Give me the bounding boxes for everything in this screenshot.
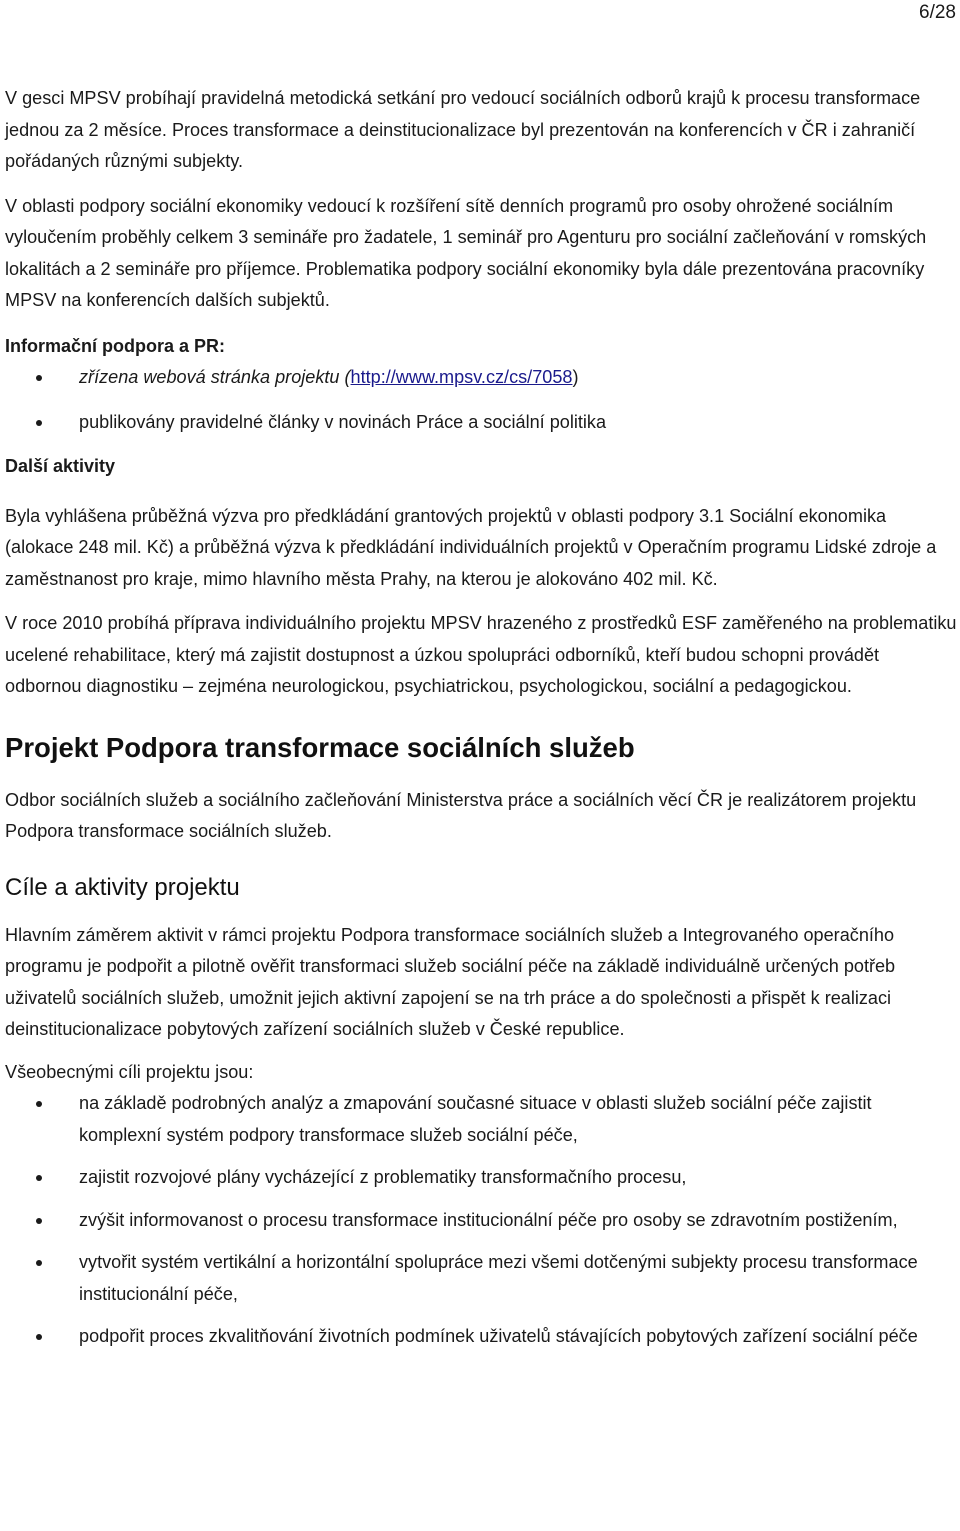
intro-paragraph-2: V oblasti podpory sociální ekonomiky vedoucí k rozšíření sítě denních programů pro osoby ohrožené sociálním vyloučením proběhly celkem 3 semináře pro žadatele, 1 seminář pro Agenturu pro sociální začleňování v romských lokalitách a 2 semináře pro příjemce. Problematika podpory sociální ekonomiky byla dále prezentována pracovníky MPSV na konferencích dalších subjektů.	[5, 195, 927, 310]
pr-list-item: publikovány pravidelné články v novinách Práce a sociální politika	[5, 407, 957, 439]
other-activities-heading: Další aktivity	[5, 455, 116, 476]
pr-heading: Informační podpora a PR:	[5, 335, 226, 356]
project-heading: Projekt Podpora transformace sociálních služeb	[5, 731, 635, 763]
document-body	[5, 83, 957, 1353]
goals-list	[5, 1088, 957, 1353]
page-number: 6/28	[919, 2, 956, 23]
goal-item: zajistit rozvojové plány vycházející z problematiky transformačního procesu,	[5, 1162, 957, 1194]
goals-list-intro: Všeobecnými cíli projektu jsou:	[5, 1061, 254, 1082]
goal-item: vytvořit systém vertikální a horizontální spolupráce mezi všemi dotčenými subjekty procesu transformace institucionální péče,	[5, 1247, 957, 1310]
goal-item: zvýšit informovanost o procesu transformace institucionální péče pro osoby se zdravotním postižením,	[5, 1205, 957, 1237]
other-paragraph-1: Byla vyhlášena průběžná výzva pro předkládání grantových projektů v oblasti podpory 3.1 Sociální ekonomika (alokace 248 mil. Kč) a průběžná výzva k předkládání individuálních projektů v Operačním programu Lidské zdroje a zaměstnanost pro kraje, mimo hlavního města Prahy, na kterou je alokováno 402 mil. Kč.	[5, 505, 937, 589]
pr-item-web-close: )	[572, 366, 579, 387]
goals-paragraph: Hlavním záměrem aktivit v rámci projektu Podpora transformace sociálních služeb a Integrovaného operačního programu je podpořit a pilotně ověřit transformaci služeb sociální péče na základě individuálně určených potřeb uživatelů sociálních služeb, umožnit jejich aktivní zapojení se na trh práce a do společnosti a přispět k realizaci deinstitucionalizace pobytových zařízení sociálních služeb v České republice.	[5, 924, 896, 1039]
goal-item: na základě podrobných analýz a zmapování současné situace v oblasti služeb sociální péče zajistit komplexní systém podpory transformace služeb sociální péče,	[5, 1088, 957, 1151]
project-paragraph: Odbor sociálních služeb a sociálního začleňování Ministerstva práce a sociálních věcí ČR je realizátorem projektu Podpora transformace sociálních služeb.	[5, 789, 917, 841]
pr-list	[5, 362, 957, 439]
intro-paragraph-1: V gesci MPSV probíhají pravidelná metodická setkání pro vedoucí sociálních odborů krajů k procesu transformace jednou za 2 měsíce. Proces transformace a deinstitucionalizace byl prezentován na konferencích v ČR i zahraničí pořádaných různými subjekty.	[5, 88, 921, 171]
goal-item: podpořit proces zkvalitňování životních podmínek uživatelů stávajících pobytových zařízení sociální péče	[5, 1321, 957, 1353]
other-paragraph-2: V roce 2010 probíhá příprava individuálního projektu MPSV hrazeného z prostředků ESF zaměřeného na problematiku ucelené rehabilitace, který má zajistit dostupnost a úzkou spolupráci odborníků, kteří budou schopni provádět odbornou diagnostiku – zejména neurologickou, psychiatrickou, psychologickou, sociální a pedagogickou.	[5, 613, 957, 696]
pr-item-web-text: zřízena webová stránka projektu (	[79, 366, 351, 387]
goals-heading: Cíle a aktivity projektu	[5, 873, 240, 901]
project-website-link[interactable]: http://www.mpsv.cz/cs/7058	[350, 366, 573, 387]
pr-list-item	[5, 362, 957, 394]
